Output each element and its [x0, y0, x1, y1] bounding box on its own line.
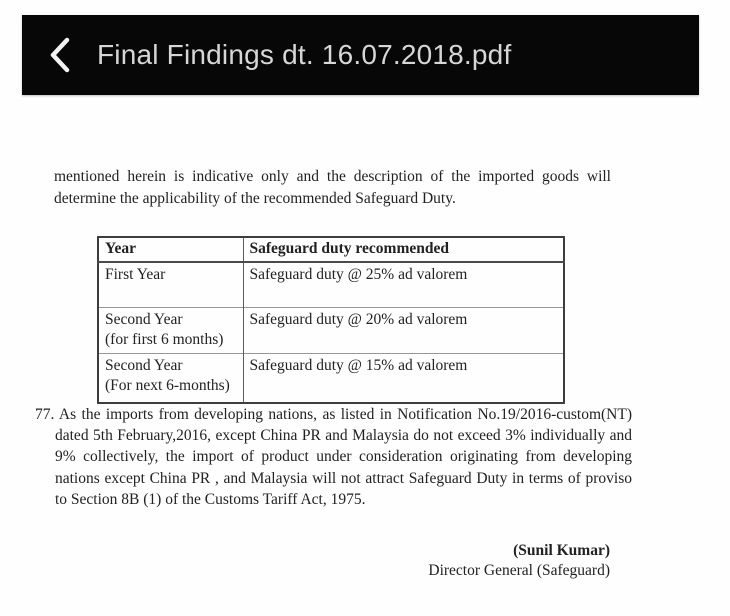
- signatory-name: (Sunil Kumar): [513, 542, 610, 559]
- cell-duty: Safeguard duty @ 15% ad valorem: [243, 354, 564, 404]
- year-note: (For next 6-months): [105, 377, 230, 394]
- table-row: [98, 262, 564, 308]
- safeguard-duty-table: [97, 236, 565, 404]
- document-scroll-area[interactable]: [0, 95, 730, 616]
- paragraph-text: As the imports from developing nations, as listed in Notification No.19/2016-custom(NT) dated 5th February,2016, except China PR and Malaysia do not exceed 3% individually and 9% collectively, the import of product under consideration originating from developing nations except China PR , and Malaysia will not attract Safeguard Duty in terms of proviso to Section 8B (1) of the Customs Tariff Act, 1975.: [55, 406, 632, 508]
- year-label: Second Year: [105, 311, 183, 328]
- cell-year: [98, 262, 243, 308]
- signature-block: [428, 541, 610, 581]
- document-title: Final Findings dt. 16.07.2018.pdf: [97, 39, 512, 70]
- paragraph-77: [35, 404, 632, 510]
- cell-duty: Safeguard duty @ 25% ad valorem: [243, 262, 564, 308]
- year-note: (for first 6 months): [105, 331, 224, 348]
- table-row: [98, 308, 564, 354]
- col-header-duty: Safeguard duty recommended: [243, 237, 564, 262]
- col-header-year: Year: [98, 237, 243, 262]
- cell-year: [98, 308, 243, 354]
- year-label: Second Year: [105, 357, 183, 374]
- table-header-row: [98, 237, 564, 262]
- chevron-left-icon: [47, 36, 73, 74]
- cell-year: [98, 354, 243, 404]
- intro-paragraph: mentioned herein is indicative only and the description of the imported goods will determine the applicability of the recommended Safeguard Duty.: [54, 168, 611, 207]
- paragraph-number: 77.: [35, 406, 55, 423]
- table-row: [98, 354, 564, 404]
- back-button[interactable]: [47, 36, 73, 74]
- signatory-title: Director General (Safeguard): [428, 562, 610, 579]
- appbar: [22, 15, 699, 95]
- cell-duty: Safeguard duty @ 20% ad valorem: [243, 308, 564, 354]
- year-label: First Year: [105, 266, 166, 283]
